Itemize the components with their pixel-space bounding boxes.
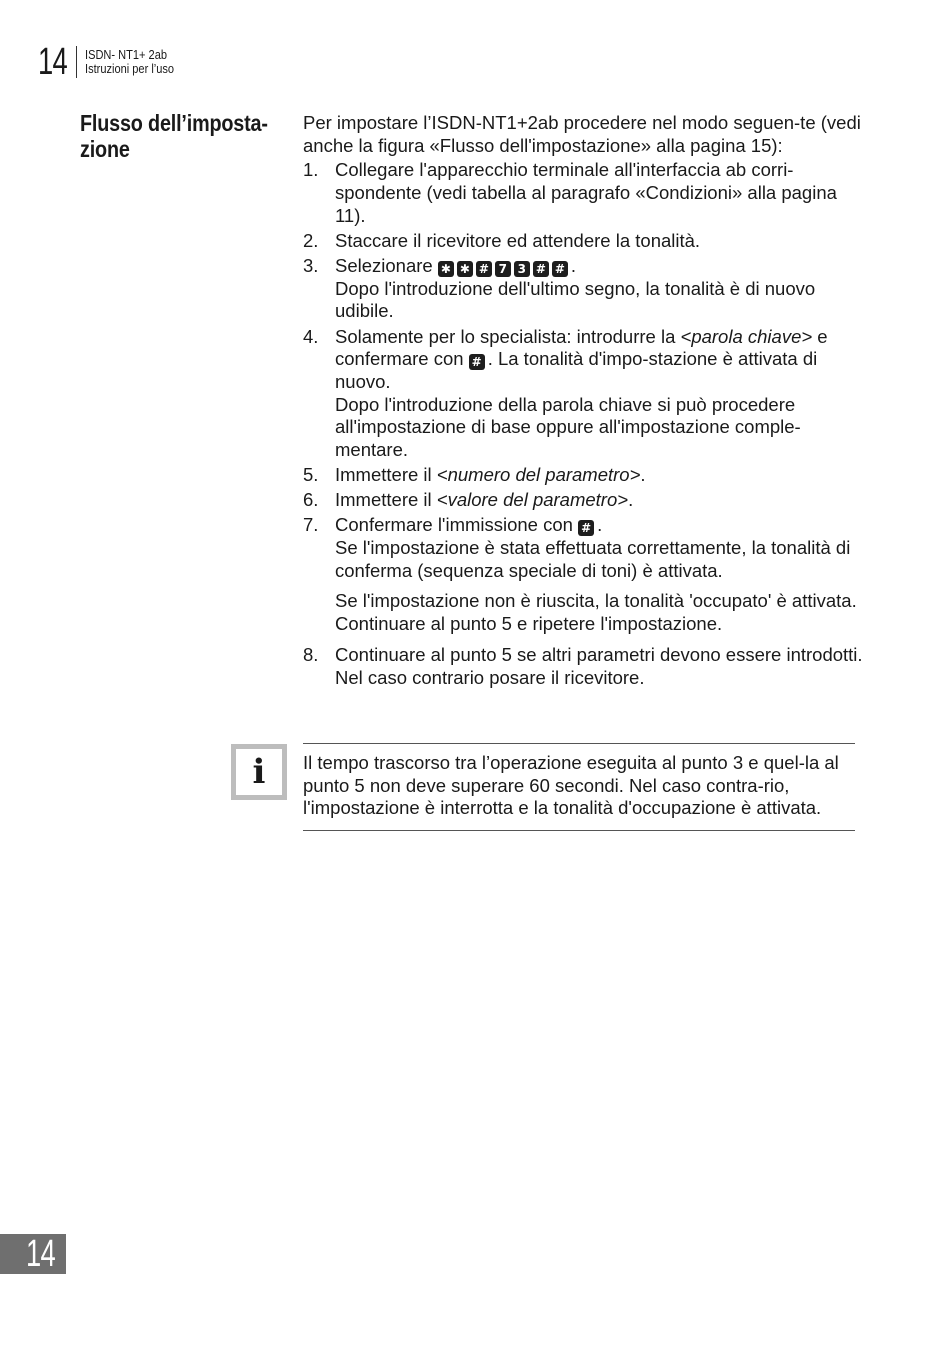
step-text: Immettere il <box>335 464 437 486</box>
hash-key-icon: # <box>578 520 594 536</box>
step-text-end: . La tonalità d'impo-stazione è attivata di nuovo. <box>335 348 818 392</box>
star-key-icon: ✱ <box>438 261 454 277</box>
step-number: 3. <box>303 255 319 276</box>
step-text: Selezionare <box>335 255 433 276</box>
header-divider <box>76 46 77 78</box>
step-number: 6. <box>303 489 319 511</box>
step-text-end: . <box>597 514 603 536</box>
list-item <box>303 230 863 253</box>
step-text: Staccare il ricevitore ed attendere la tonalità. <box>335 229 701 251</box>
step-number: 1. <box>303 159 319 181</box>
list-item <box>303 326 863 462</box>
list-item <box>303 255 863 323</box>
step-text: Collegare l'apparecchio terminale all'interfaccia ab corri-spondente (vedi tabella al paragrafo «Condizioni» alla pagina 11). <box>335 159 837 226</box>
header-page-number: 14 <box>38 41 68 83</box>
step-number: 5. <box>303 464 319 486</box>
section-title: Flusso dell’imposta-zione <box>80 110 268 162</box>
star-key-icon: ✱ <box>457 261 473 277</box>
step-placeholder: <numero del parametro> <box>436 464 641 486</box>
info-icon-glyph: i <box>252 752 266 792</box>
step-number: 2. <box>303 229 319 251</box>
footer-page-number <box>0 1234 66 1274</box>
step-placeholder: <parola chiave> <box>680 325 813 347</box>
step-number: 8. <box>303 643 319 665</box>
info-note-text: Il tempo trascorso tra l’operazione eseguita al punto 3 e quel-la al punto 5 non deve superare 60 secondi. Nel caso contra-rio, l'impostazione è interrotta e la tonalità d'occupazione è attivata. <box>303 752 839 819</box>
hash-key-icon: # <box>552 261 568 277</box>
page-header <box>38 41 190 83</box>
step-text: Confermare l'immissione con <box>335 514 579 536</box>
info-note <box>303 743 855 831</box>
list-item <box>303 159 863 227</box>
steps-list <box>303 159 863 689</box>
main-content <box>303 112 863 692</box>
step-text: Solamente per lo specialista: introdurre la <box>335 325 676 347</box>
digit-key-icon: 3 <box>514 261 530 277</box>
step-number: 7. <box>303 514 319 536</box>
hash-key-icon: # <box>469 354 485 370</box>
list-item <box>303 514 863 636</box>
header-doc-subtitle: Istruzioni per l’uso <box>85 61 175 76</box>
digit-key-icon: 7 <box>495 261 511 277</box>
hash-key-icon: # <box>476 261 492 277</box>
info-icon-inner <box>236 749 282 795</box>
intro-paragraph: Per impostare l’ISDN-NT1+2ab procedere nel modo seguen-te (vedi anche la figura «Flusso dell'impostazione» alla pagina 15): <box>303 112 861 156</box>
footer-page-number-text: 14 <box>26 1234 56 1274</box>
header-doc-info <box>85 48 174 76</box>
step-text-end: . <box>628 489 634 511</box>
info-icon <box>231 744 287 800</box>
step-placeholder: <valore del parametro> <box>436 489 629 511</box>
step-subtext: Dopo l'introduzione della parola chiave si può procedere all'impostazione di base oppure all'impostazione comple-mentare. <box>335 393 801 461</box>
step-text: Immettere il <box>335 489 437 511</box>
list-item <box>303 644 863 689</box>
list-item <box>303 489 863 512</box>
header-doc-title: ISDN- NT1+ 2ab <box>85 47 167 62</box>
step-subtext: Se l'impostazione non è riuscita, la tonalità 'occupato' è attivata. Continuare al punto 5 e ripetere l'impostazione. <box>335 590 857 635</box>
step-text-end: . <box>570 255 576 276</box>
step-number: 4. <box>303 325 319 347</box>
step-text-end: . <box>640 464 646 486</box>
step-subtext: Se l'impostazione è stata effettuata correttamente, la tonalità di conferma (sequenza speciale di toni) è attivata. <box>335 537 851 581</box>
step-text-mid: e confermare con <box>335 325 828 370</box>
hash-key-icon: # <box>533 261 549 277</box>
step-text: Continuare al punto 5 se altri parametri devono essere introdotti. Nel caso contrario posare il ricevitore. <box>335 643 863 688</box>
list-item <box>303 464 863 487</box>
key-sequence <box>438 255 571 276</box>
step-subtext: Dopo l'introduzione dell'ultimo segno, la tonalità è di nuovo udibile. <box>335 277 816 322</box>
